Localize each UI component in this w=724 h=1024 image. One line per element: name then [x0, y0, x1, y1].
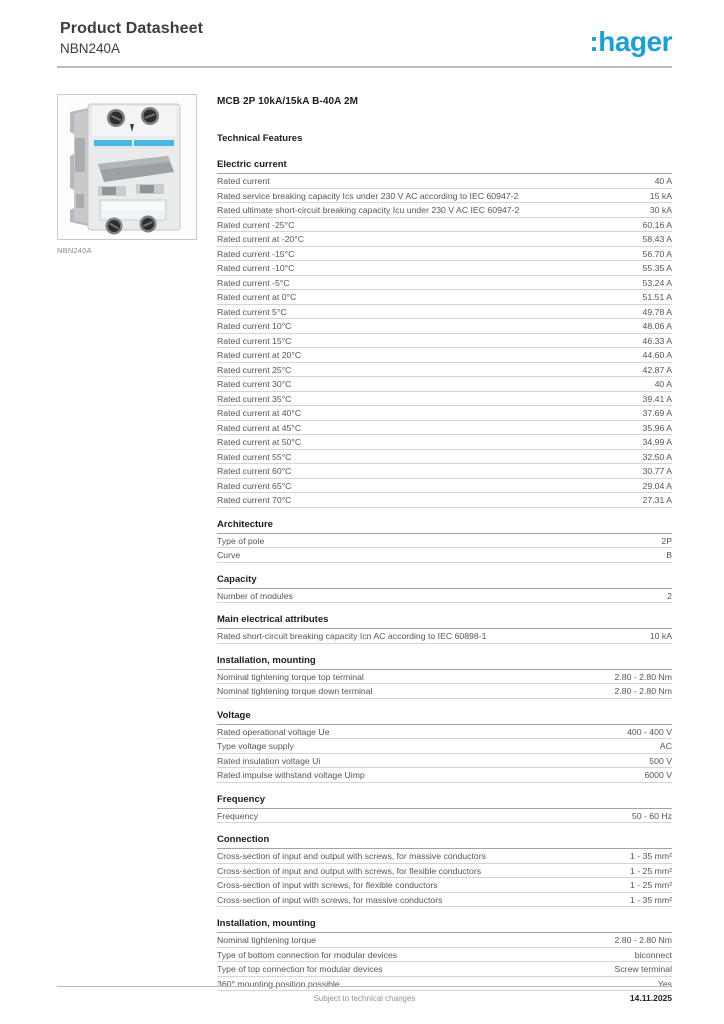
spec-label: 360° mounting position possible [217, 978, 340, 989]
spec-row [217, 809, 672, 824]
spec-row [217, 261, 672, 276]
spec-value: 1 - 35 mm² [630, 851, 672, 861]
spec-value: 400 - 400 V [627, 726, 672, 737]
spec-row [217, 218, 672, 233]
spec-value: 58.43 A [642, 234, 672, 244]
spec-row [217, 464, 672, 479]
product-reference: NBN240A [60, 41, 121, 56]
spec-row [217, 493, 672, 508]
spec-row [217, 203, 672, 218]
technical-features-heading: Technical Features [217, 133, 303, 144]
spec-row [217, 290, 672, 305]
spec-value: 500 V [649, 755, 672, 766]
spec-label: Rated current 55°C [217, 451, 292, 462]
section-title: Architecture [217, 519, 672, 534]
spec-label: Rated current at 0°C [217, 292, 297, 302]
section-title: Installation, mounting [217, 655, 672, 670]
spec-value: 34.99 A [642, 437, 672, 447]
spec-value: 53.24 A [642, 277, 672, 288]
spec-label: Rated current -25°C [217, 219, 295, 230]
spec-row [217, 377, 672, 392]
spec-section [217, 159, 672, 508]
spec-label: Number of modules [217, 590, 293, 601]
spec-label: Rated impulse withstand voltage Uimp [217, 770, 365, 780]
spec-row [217, 754, 672, 769]
section-title: Voltage [217, 710, 672, 725]
spec-value: 15 kA [649, 190, 672, 201]
spec-row [217, 548, 672, 563]
spec-value: 30.77 A [642, 466, 672, 476]
spec-value: 29.04 A [642, 480, 672, 491]
spec-row [217, 893, 672, 908]
spec-value: 30 kA [649, 205, 672, 215]
spec-value: 46.33 A [642, 335, 672, 346]
spec-row [217, 878, 672, 893]
spec-label: Type of pole [217, 535, 265, 546]
spec-label: Rated current at 45°C [217, 422, 302, 433]
spec-value: 6000 V [644, 770, 672, 780]
footer-note: Subject to technical changes [313, 994, 416, 1003]
spec-value: 27.31 A [642, 495, 672, 505]
spec-label: Curve [217, 550, 241, 560]
spec-section [217, 655, 672, 699]
spec-value: AC [659, 741, 672, 751]
hager-logo: :hager [589, 26, 672, 57]
spec-label: Nominal tightening torque top terminal [217, 671, 364, 682]
spec-label: Rated short-circuit breaking capacity Icn AC according to IEC 60898-1 [217, 631, 487, 641]
spec-value: Yes [657, 978, 672, 989]
spec-label: Rated current 5°C [217, 306, 287, 317]
product-image-column [57, 94, 197, 255]
spec-label: Cross-section of input and output with screws, for flexible conductors [217, 865, 482, 876]
spec-label: Rated current 65°C [217, 480, 292, 491]
spec-label: Rated current 30°C [217, 379, 292, 389]
spec-value: 2.80 - 2.80 Nm [614, 935, 672, 945]
spec-value: 42.87 A [642, 364, 672, 375]
spec-row [217, 319, 672, 334]
spec-row [217, 629, 672, 644]
spec-section [217, 794, 672, 824]
spec-label: Rated current at 20°C [217, 350, 302, 360]
spec-row [217, 305, 672, 320]
spec-label: Rated current -15°C [217, 248, 295, 259]
spec-label: Rated ultimate short-circuit breaking capacity Icu under 230 V AC IEC 60947-2 [217, 205, 520, 215]
product-image-caption: NBN240A [57, 246, 92, 255]
spec-value: 50 - 60 Hz [631, 810, 672, 821]
spec-label: Cross-section of input and output with screws, for massive conductors [217, 851, 486, 861]
spec-value: 2 [667, 590, 672, 601]
spec-row [217, 534, 672, 549]
spec-label: Rated insulation voltage Ui [217, 755, 321, 766]
spec-label: Rated operational voltage Ue [217, 726, 330, 737]
footer [57, 986, 672, 1003]
spec-value: 51.51 A [642, 292, 672, 302]
section-title: Connection [217, 834, 672, 849]
spec-label: Rated current 25°C [217, 364, 292, 375]
spec-label: Rated current at 50°C [217, 437, 302, 447]
spec-section [217, 574, 672, 604]
spec-row [217, 962, 672, 977]
spec-section [217, 710, 672, 783]
spec-row [217, 189, 672, 204]
spec-value: 40 A [654, 176, 672, 186]
product-heading: MCB 2P 10kA/15kA B-40A 2M [217, 96, 359, 107]
spec-row [217, 174, 672, 189]
spec-section [217, 918, 672, 991]
spec-row [217, 684, 672, 699]
header-divider [57, 66, 672, 68]
spec-value: 60.16 A [642, 219, 672, 230]
spec-row [217, 450, 672, 465]
spec-label: Frequency [217, 810, 259, 821]
spec-value: 55.35 A [642, 263, 672, 273]
spec-value: 35.96 A [642, 422, 672, 433]
spec-label: Rated current 10°C [217, 321, 292, 331]
section-title: Electric current [217, 159, 672, 174]
spec-row [217, 933, 672, 948]
spec-row [217, 670, 672, 685]
spec-value: 37.69 A [642, 408, 672, 418]
header [60, 20, 672, 56]
section-title: Installation, mounting [217, 918, 672, 933]
content [57, 94, 672, 991]
mcb-breaker-illustration [64, 98, 190, 236]
spec-value: 1 - 25 mm² [630, 880, 672, 890]
spec-value: 2.80 - 2.80 Nm [614, 686, 672, 696]
spec-row [217, 849, 672, 864]
spec-value: B [666, 550, 672, 560]
spec-row [217, 276, 672, 291]
spec-row [217, 479, 672, 494]
spec-label: Rated current at -20°C [217, 234, 305, 244]
spec-value: 1 - 35 mm² [630, 894, 672, 905]
spec-label: Type of bottom connection for modular devices [217, 949, 398, 960]
spec-value: biconnect [634, 949, 672, 960]
spec-row [217, 768, 672, 783]
spec-row [217, 363, 672, 378]
page-title: Product Datasheet [60, 20, 204, 37]
spec-row [217, 725, 672, 740]
spec-value: 56.70 A [642, 248, 672, 259]
spec-row [217, 864, 672, 879]
spec-value: 1 - 25 mm² [630, 865, 672, 876]
spec-row [217, 948, 672, 963]
spec-section [217, 614, 672, 644]
spec-section [217, 519, 672, 563]
spec-value: 49.78 A [642, 306, 672, 317]
spec-row [217, 406, 672, 421]
spec-row [217, 247, 672, 262]
product-image [57, 94, 197, 240]
spec-value: 44.60 A [642, 350, 672, 360]
spec-label: Rated current [217, 176, 270, 186]
spec-section [217, 834, 672, 907]
spec-label: Nominal tightening torque down terminal [217, 686, 373, 696]
spec-row [217, 232, 672, 247]
spec-label: Rated current -10°C [217, 263, 295, 273]
spec-row [217, 348, 672, 363]
spec-value: 2P [661, 535, 672, 546]
spec-row [217, 392, 672, 407]
spec-label: Type of top connection for modular devices [217, 964, 383, 974]
footer-date: 14.11.2025 [629, 993, 672, 1003]
spec-label: Nominal tightening torque [217, 935, 317, 945]
spec-row [217, 421, 672, 436]
spec-label: Type voltage supply [217, 741, 294, 751]
spec-label: Cross-section of input with screws, for massive conductors [217, 894, 443, 905]
spec-value: Screw terminal [614, 964, 672, 974]
spec-value: 39.41 A [642, 393, 672, 404]
spec-label: Rated current at 40°C [217, 408, 302, 418]
section-title: Capacity [217, 574, 672, 589]
spec-value: 10 kA [649, 631, 672, 641]
spec-label: Rated current 35°C [217, 393, 292, 404]
spec-value: 48.06 A [642, 321, 672, 331]
spec-sections [217, 159, 672, 991]
spec-row [217, 435, 672, 450]
spec-label: Cross-section of input with screws, for flexible conductors [217, 880, 438, 890]
spec-column [217, 94, 672, 991]
spec-value: 32.50 A [642, 451, 672, 462]
section-title: Main electrical attributes [217, 614, 672, 629]
spec-row [217, 589, 672, 604]
spec-row [217, 334, 672, 349]
spec-value: 40 A [654, 379, 672, 389]
section-title: Frequency [217, 794, 672, 809]
spec-label: Rated current 15°C [217, 335, 292, 346]
spec-label: Rated service breaking capacity Ics under 230 V AC according to IEC 60947-2 [217, 190, 519, 201]
spec-value: 2.80 - 2.80 Nm [614, 671, 672, 682]
spec-label: Rated current 60°C [217, 466, 292, 476]
spec-label: Rated current 70°C [217, 495, 292, 505]
spec-row [217, 739, 672, 754]
spec-label: Rated current -5°C [217, 277, 290, 288]
